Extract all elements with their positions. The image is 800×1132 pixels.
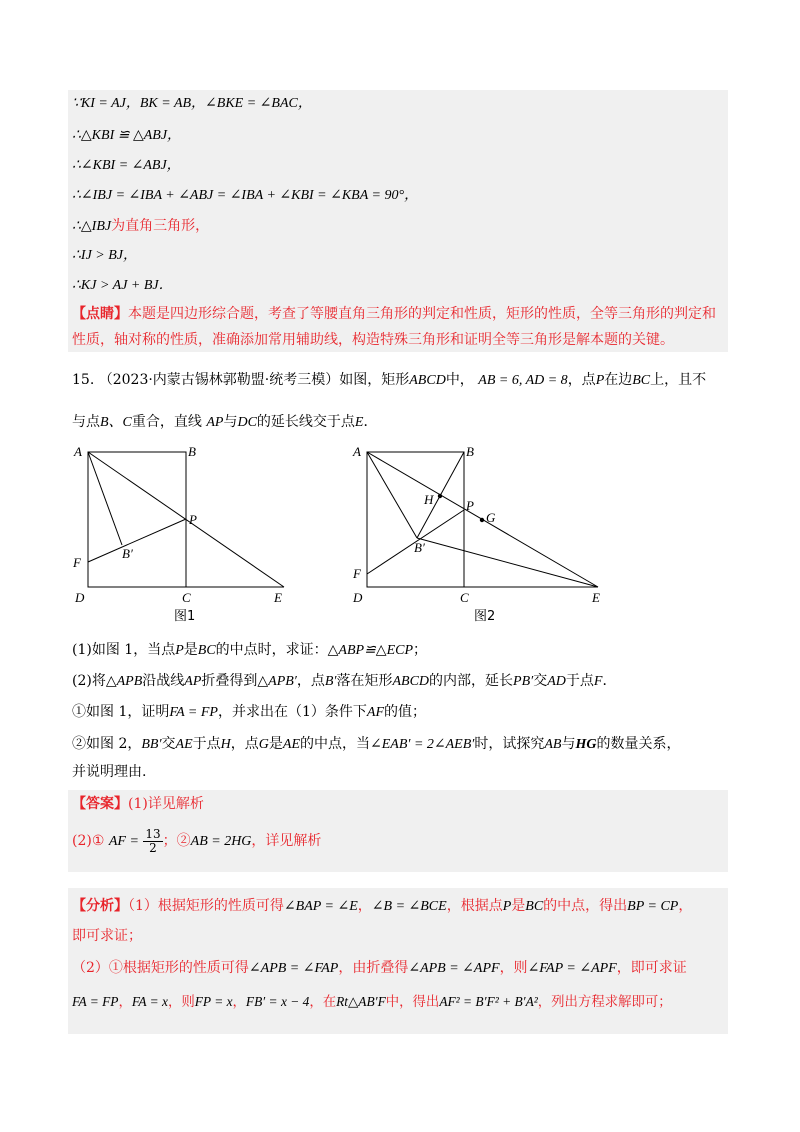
fig2-label-b: B: [466, 444, 474, 459]
analysis-line-3: （2）①根据矩形的性质可得∠APB = ∠FAP，由折叠得∠APB = ∠APF，则∠FAP = ∠APF，即可求证: [72, 960, 687, 976]
fig2-label-e: E: [592, 590, 600, 605]
fig2-point-g: [480, 518, 484, 522]
fig1-label-e: E: [274, 590, 282, 605]
fig2-caption: 图2: [474, 609, 496, 624]
fig2-line-b-prime-e: [417, 538, 598, 587]
question-1: (1)如图 1，当点P是BC的中点时，求证：△ABP≌△ECP；: [72, 642, 428, 658]
fig1-label-b-prime: B′: [122, 546, 133, 561]
solution-line-6: ∴IJ > BJ，: [72, 248, 137, 263]
fig2-point-h: [438, 494, 442, 498]
fig1-rectangle: [88, 452, 186, 587]
fig2-label-a: A: [353, 444, 361, 459]
solution-line-2: ∴△KBI ≌ △ABJ，: [72, 128, 182, 143]
answer-line-1: 【答案】(1)详见解析: [72, 796, 204, 812]
fig1-label-c: C: [182, 590, 191, 605]
fig2-line-ab-prime: [367, 452, 417, 538]
analysis-line-4: FA = FP，FA = x，则FP = x，FB′ = x − 4，在Rt△AB′F中，得出AF² = B′F² + B′A²，列出方程求解即可；: [72, 994, 672, 1010]
fig1-label-f: F: [73, 555, 81, 570]
fig2-label-p: P: [466, 498, 474, 513]
fig1-line-ab-prime: [88, 452, 122, 545]
answer-fraction: $\frac{13}{2}$: [145, 826, 161, 855]
answer-line-2: (2)① AF = $\frac{13}{2}$ ；②AB = 2HG，详见解析: [72, 826, 322, 855]
analysis-line-1: 【分析】（1）根据矩形的性质可得∠BAP = ∠E，∠B = ∠BCE，根据点P是BC的中点，得出BP = CP，: [72, 898, 693, 914]
question-2-2-cont: 并说明理由.: [72, 764, 147, 780]
fig1-caption: 图1: [174, 609, 196, 624]
fig2-label-b-prime: B′: [414, 540, 425, 555]
solution-line-4: ∴∠IBJ = ∠IBA + ∠ABJ = ∠IBA + ∠KBI = ∠KBA = 90°，: [72, 188, 419, 203]
solution-line-5: ∴△IBJ为直角三角形，: [72, 218, 210, 234]
solution-line-1: ∵KI = AJ，BK = AB，∠BKE = ∠BAC，: [72, 96, 312, 111]
fig2-label-g: G: [486, 510, 496, 525]
solution-line-7: ∴KJ > AJ + BJ．: [72, 278, 173, 293]
fig2-label-d: D: [353, 590, 363, 605]
figure-2: [336, 440, 616, 615]
fig1-label-p: P: [189, 512, 197, 527]
question-2-2: ②如图 2，BB′交AE于点H，点G是AE的中点，当∠EAB′ = 2∠AEB′时，试探究AB与HG的数量关系，: [72, 736, 681, 752]
fig1-label-b: B: [188, 444, 196, 459]
fig2-label-f: F: [353, 566, 361, 581]
fig1-label-d: D: [75, 590, 85, 605]
question-2: (2)将△APB沿战线AP折叠得到△APB′，点B′落在矩形ABCD的内部，延长PB′交AD于点F．: [72, 673, 617, 689]
fig2-label-h: H: [424, 492, 434, 507]
figure-1: [66, 440, 296, 615]
question-2-1: ①如图 1，证明FA = FP，并求出在（1）条件下AF的值；: [72, 704, 426, 720]
problem-line-2: 与点B、C重合，直线 AP与DC的延长线交于点E．: [72, 414, 378, 430]
fig1-label-a: A: [74, 444, 82, 459]
analysis-line-2: 即可求证；: [72, 928, 142, 944]
comment-line-1: 【点睛】本题是四边形综合题，考查了等腰直角三角形的判定和性质，矩形的性质，全等三角形的判定和: [72, 306, 716, 322]
fig2-label-c: C: [460, 590, 469, 605]
problem-line-1: 15. （2023·内蒙古锡林郭勒盟·统考三模）如图，矩形ABCD中， AB = 6, AD = 8，点P在边BC上，且不: [72, 372, 707, 388]
comment-line-2: 性质，轴对称的性质，准确添加常用辅助线，构造特殊三角形和证明全等三角形是解本题的关键。: [72, 332, 674, 348]
fig1-line-fp: [88, 519, 186, 562]
solution-line-3: ∴∠KBI = ∠ABJ，: [72, 158, 181, 173]
